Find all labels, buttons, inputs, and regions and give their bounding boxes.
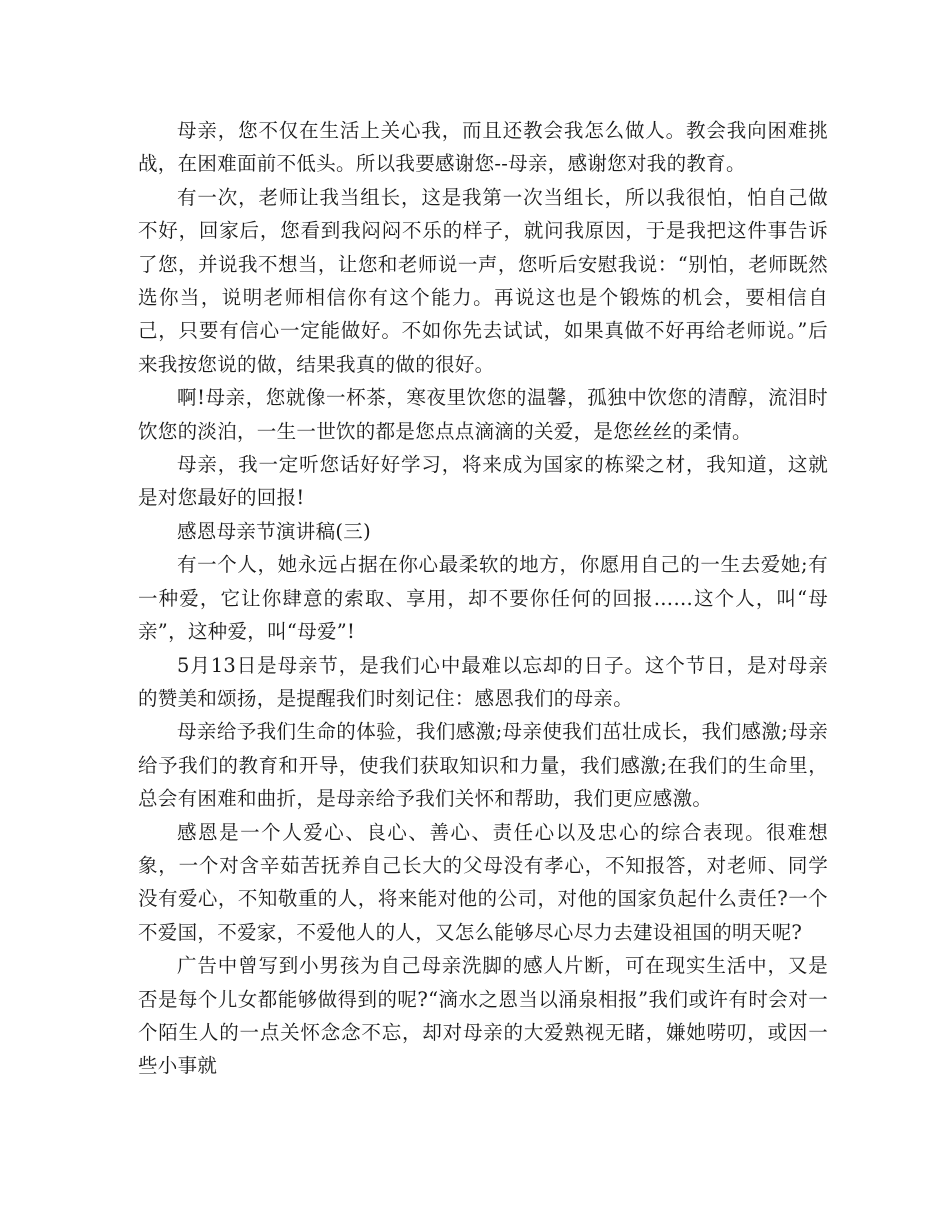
- paragraph-9: 广告中曾写到小男孩为自己母亲洗脚的感人片断，可在现实生活中，又是否是每个儿女都能够做得到的呢?“滴水之恩当以涌泉相报”我们或许有时会对一个陌生人的一点关怀念念不忘，却对母亲的大爱熟视无睹，嫌她唠叨，或因一些小事就: [138, 954, 828, 1078]
- paragraph-7: 母亲给予我们生命的体验，我们感激;母亲使我们茁壮成长，我们感激;母亲给予我们的教育和开导，使我们获取知识和力量，我们感激;在我们的生命里，总会有困难和曲折，是母亲给予我们关怀和帮助，我们更应感激。: [138, 720, 828, 811]
- paragraph-6: 5月13日是母亲节，是我们心中最难以忘却的日子。这个节日，是对母亲的赞美和颂扬，是提醒我们时刻记住：感恩我们的母亲。: [138, 653, 828, 710]
- paragraph-4: 母亲，我一定听您话好好学习，将来成为国家的栋梁之材，我知道，这就是对您最好的回报!: [138, 453, 828, 510]
- paragraph-2: 有一次，老师让我当组长，这是我第一次当组长，所以我很怕，怕自己做不好，回家后，您看到我闷闷不乐的样子，就问我原因，于是我把这件事告诉了您，并说我不想当，让您和老师说一声，您听后安慰我说：“别怕，老师既然选你当，说明老师相信你有这个能力。再说这也是个锻炼的机会，要相信自己，只要有信心一定能做好。不如你先去试试，如果真做不好再给老师说。”后来我按您说的做，结果我真的做的很好。: [138, 185, 828, 376]
- document-body: [138, 114, 828, 1083]
- section-heading: 感恩母亲节演讲稿(三): [177, 519, 372, 543]
- paragraph-8: 感恩是一个人爱心、良心、善心、责任心以及忠心的综合表现。很难想象，一个对含辛茹苦抚养自己长大的父母没有孝心，不知报答，对老师、同学没有爱心，不知敬重的人，将来能对他的公司，对他的国家负起什么责任?一个不爱国，不爱家，不爱他人的人，又怎么能够尽心尽力去建设祖国的明天呢?: [138, 820, 828, 944]
- paragraph-1: 母亲，您不仅在生活上关心我，而且还教会我怎么做人。教会我向困难挑战，在困难面前不低头。所以我要感谢您--母亲，感谢您对我的教育。: [138, 119, 828, 176]
- paragraph-5: 有一个人，她永远占据在你心最柔软的地方，你愿用自己的一生去爱她;有一种爱，它让你肆意的索取、享用，却不要你任何的回报……这个人，叫“母亲”，这种爱，叫“母爱”!: [138, 553, 828, 644]
- paragraph-3: 啊!母亲，您就像一杯茶，寒夜里饮您的温馨，孤独中饮您的清醇，流泪时饮您的淡泊，一生一世饮的都是您点点滴滴的关爱，是您丝丝的柔情。: [138, 386, 828, 443]
